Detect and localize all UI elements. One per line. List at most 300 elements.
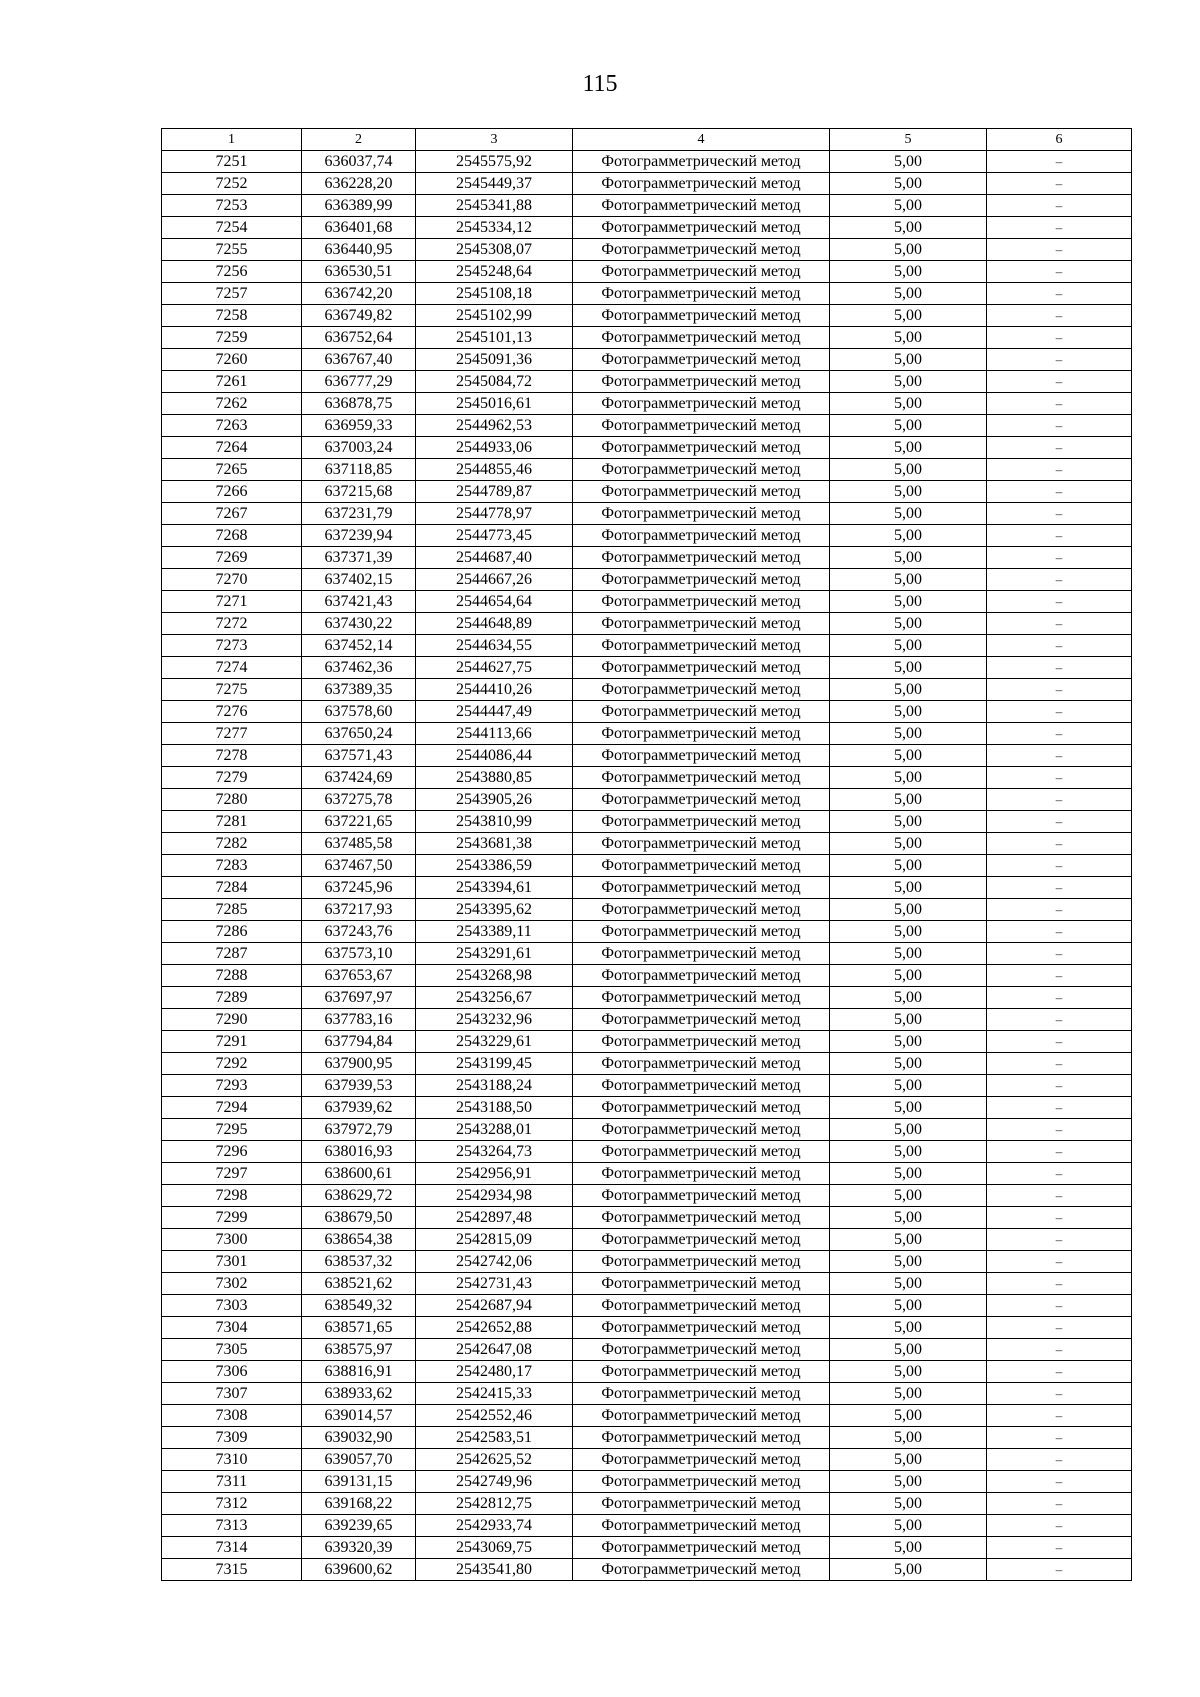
accuracy-cell: 5,00 bbox=[830, 1405, 987, 1427]
method-cell: Фотограмметрический метод bbox=[573, 261, 830, 283]
y-coordinate-cell: 2542415,33 bbox=[416, 1383, 573, 1405]
point-number-cell: 7297 bbox=[162, 1163, 302, 1185]
x-coordinate-cell: 637452,14 bbox=[302, 635, 416, 657]
point-number-cell: 7251 bbox=[162, 151, 302, 173]
method-cell: Фотограмметрический метод bbox=[573, 1427, 830, 1449]
point-number-cell: 7275 bbox=[162, 679, 302, 701]
accuracy-cell: 5,00 bbox=[830, 1361, 987, 1383]
x-coordinate-cell: 638016,93 bbox=[302, 1141, 416, 1163]
point-number-cell: 7306 bbox=[162, 1361, 302, 1383]
y-coordinate-cell: 2545101,13 bbox=[416, 327, 573, 349]
method-cell: Фотограмметрический метод bbox=[573, 1339, 830, 1361]
point-number-cell: 7278 bbox=[162, 745, 302, 767]
note-cell: – bbox=[987, 1185, 1132, 1207]
y-coordinate-cell: 2542652,88 bbox=[416, 1317, 573, 1339]
x-coordinate-cell: 637939,53 bbox=[302, 1075, 416, 1097]
accuracy-cell: 5,00 bbox=[830, 173, 987, 195]
column-header-1: 1 bbox=[162, 129, 302, 151]
x-coordinate-cell: 637221,65 bbox=[302, 811, 416, 833]
y-coordinate-cell: 2544634,55 bbox=[416, 635, 573, 657]
point-number-cell: 7263 bbox=[162, 415, 302, 437]
y-coordinate-cell: 2542812,75 bbox=[416, 1493, 573, 1515]
table-header bbox=[162, 129, 1132, 151]
x-coordinate-cell: 638549,32 bbox=[302, 1295, 416, 1317]
point-number-cell: 7271 bbox=[162, 591, 302, 613]
x-coordinate-cell: 636752,64 bbox=[302, 327, 416, 349]
point-number-cell: 7293 bbox=[162, 1075, 302, 1097]
note-cell: – bbox=[987, 415, 1132, 437]
method-cell: Фотограмметрический метод bbox=[573, 1119, 830, 1141]
column-header-2: 2 bbox=[302, 129, 416, 151]
note-cell: – bbox=[987, 723, 1132, 745]
accuracy-cell: 5,00 bbox=[830, 1339, 987, 1361]
note-cell: – bbox=[987, 1537, 1132, 1559]
table-row bbox=[162, 371, 1132, 393]
method-cell: Фотограмметрический метод bbox=[573, 1493, 830, 1515]
method-cell: Фотограмметрический метод bbox=[573, 1317, 830, 1339]
method-cell: Фотограмметрический метод bbox=[573, 1295, 830, 1317]
method-cell: Фотограмметрический метод bbox=[573, 855, 830, 877]
method-cell: Фотограмметрический метод bbox=[573, 1383, 830, 1405]
table-row bbox=[162, 547, 1132, 569]
method-cell: Фотограмметрический метод bbox=[573, 283, 830, 305]
y-coordinate-cell: 2543394,61 bbox=[416, 877, 573, 899]
table-header-row bbox=[162, 129, 1132, 151]
y-coordinate-cell: 2543232,96 bbox=[416, 1009, 573, 1031]
point-number-cell: 7281 bbox=[162, 811, 302, 833]
x-coordinate-cell: 637900,95 bbox=[302, 1053, 416, 1075]
accuracy-cell: 5,00 bbox=[830, 1471, 987, 1493]
method-cell: Фотограмметрический метод bbox=[573, 415, 830, 437]
table-row bbox=[162, 1427, 1132, 1449]
y-coordinate-cell: 2542647,08 bbox=[416, 1339, 573, 1361]
y-coordinate-cell: 2542731,43 bbox=[416, 1273, 573, 1295]
method-cell: Фотограмметрический метод bbox=[573, 503, 830, 525]
method-cell: Фотограмметрический метод bbox=[573, 1185, 830, 1207]
table-row bbox=[162, 943, 1132, 965]
x-coordinate-cell: 639131,15 bbox=[302, 1471, 416, 1493]
note-cell: – bbox=[987, 437, 1132, 459]
y-coordinate-cell: 2542742,06 bbox=[416, 1251, 573, 1273]
note-cell: – bbox=[987, 393, 1132, 415]
accuracy-cell: 5,00 bbox=[830, 877, 987, 899]
y-coordinate-cell: 2543188,50 bbox=[416, 1097, 573, 1119]
y-coordinate-cell: 2543199,45 bbox=[416, 1053, 573, 1075]
note-cell: – bbox=[987, 569, 1132, 591]
y-coordinate-cell: 2542552,46 bbox=[416, 1405, 573, 1427]
table-row bbox=[162, 437, 1132, 459]
table-row bbox=[162, 283, 1132, 305]
note-cell: – bbox=[987, 1383, 1132, 1405]
coordinates-table bbox=[161, 128, 1132, 1581]
note-cell: – bbox=[987, 195, 1132, 217]
note-cell: – bbox=[987, 1493, 1132, 1515]
x-coordinate-cell: 636749,82 bbox=[302, 305, 416, 327]
table-row bbox=[162, 1361, 1132, 1383]
point-number-cell: 7314 bbox=[162, 1537, 302, 1559]
table-row bbox=[162, 1141, 1132, 1163]
accuracy-cell: 5,00 bbox=[830, 547, 987, 569]
y-coordinate-cell: 2543395,62 bbox=[416, 899, 573, 921]
table-row bbox=[162, 1493, 1132, 1515]
accuracy-cell: 5,00 bbox=[830, 239, 987, 261]
x-coordinate-cell: 639057,70 bbox=[302, 1449, 416, 1471]
method-cell: Фотограмметрический метод bbox=[573, 1053, 830, 1075]
x-coordinate-cell: 637578,60 bbox=[302, 701, 416, 723]
table-row bbox=[162, 261, 1132, 283]
y-coordinate-cell: 2542687,94 bbox=[416, 1295, 573, 1317]
x-coordinate-cell: 639600,62 bbox=[302, 1559, 416, 1581]
x-coordinate-cell: 638575,97 bbox=[302, 1339, 416, 1361]
x-coordinate-cell: 637430,22 bbox=[302, 613, 416, 635]
accuracy-cell: 5,00 bbox=[830, 217, 987, 239]
x-coordinate-cell: 637424,69 bbox=[302, 767, 416, 789]
point-number-cell: 7285 bbox=[162, 899, 302, 921]
x-coordinate-cell: 636037,74 bbox=[302, 151, 416, 173]
method-cell: Фотограмметрический метод bbox=[573, 745, 830, 767]
note-cell: – bbox=[987, 305, 1132, 327]
x-coordinate-cell: 636401,68 bbox=[302, 217, 416, 239]
y-coordinate-cell: 2542625,52 bbox=[416, 1449, 573, 1471]
note-cell: – bbox=[987, 679, 1132, 701]
table-row bbox=[162, 1515, 1132, 1537]
method-cell: Фотограмметрический метод bbox=[573, 305, 830, 327]
method-cell: Фотограмметрический метод bbox=[573, 217, 830, 239]
point-number-cell: 7284 bbox=[162, 877, 302, 899]
x-coordinate-cell: 637371,39 bbox=[302, 547, 416, 569]
accuracy-cell: 5,00 bbox=[830, 1449, 987, 1471]
point-number-cell: 7290 bbox=[162, 1009, 302, 1031]
point-number-cell: 7259 bbox=[162, 327, 302, 349]
method-cell: Фотограмметрический метод bbox=[573, 1471, 830, 1493]
accuracy-cell: 5,00 bbox=[830, 657, 987, 679]
method-cell: Фотограмметрический метод bbox=[573, 701, 830, 723]
table-row bbox=[162, 1383, 1132, 1405]
point-number-cell: 7273 bbox=[162, 635, 302, 657]
accuracy-cell: 5,00 bbox=[830, 1141, 987, 1163]
method-cell: Фотограмметрический метод bbox=[573, 547, 830, 569]
note-cell: – bbox=[987, 591, 1132, 613]
table-row bbox=[162, 789, 1132, 811]
point-number-cell: 7289 bbox=[162, 987, 302, 1009]
method-cell: Фотограмметрический метод bbox=[573, 943, 830, 965]
point-number-cell: 7283 bbox=[162, 855, 302, 877]
table-row bbox=[162, 569, 1132, 591]
x-coordinate-cell: 639168,22 bbox=[302, 1493, 416, 1515]
point-number-cell: 7265 bbox=[162, 459, 302, 481]
point-number-cell: 7274 bbox=[162, 657, 302, 679]
point-number-cell: 7264 bbox=[162, 437, 302, 459]
accuracy-cell: 5,00 bbox=[830, 811, 987, 833]
method-cell: Фотограмметрический метод bbox=[573, 1251, 830, 1273]
table-row bbox=[162, 1449, 1132, 1471]
accuracy-cell: 5,00 bbox=[830, 1317, 987, 1339]
table-row bbox=[162, 767, 1132, 789]
accuracy-cell: 5,00 bbox=[830, 701, 987, 723]
table-row bbox=[162, 1251, 1132, 1273]
y-coordinate-cell: 2544648,89 bbox=[416, 613, 573, 635]
point-number-cell: 7277 bbox=[162, 723, 302, 745]
y-coordinate-cell: 2543386,59 bbox=[416, 855, 573, 877]
accuracy-cell: 5,00 bbox=[830, 723, 987, 745]
y-coordinate-cell: 2543069,75 bbox=[416, 1537, 573, 1559]
method-cell: Фотограмметрический метод bbox=[573, 1141, 830, 1163]
y-coordinate-cell: 2544627,75 bbox=[416, 657, 573, 679]
table-row bbox=[162, 1317, 1132, 1339]
y-coordinate-cell: 2543188,24 bbox=[416, 1075, 573, 1097]
note-cell: – bbox=[987, 1427, 1132, 1449]
page-number: 115 bbox=[582, 71, 618, 97]
x-coordinate-cell: 639239,65 bbox=[302, 1515, 416, 1537]
method-cell: Фотограмметрический метод bbox=[573, 899, 830, 921]
note-cell: – bbox=[987, 1251, 1132, 1273]
point-number-cell: 7266 bbox=[162, 481, 302, 503]
y-coordinate-cell: 2543256,67 bbox=[416, 987, 573, 1009]
note-cell: – bbox=[987, 1119, 1132, 1141]
point-number-cell: 7308 bbox=[162, 1405, 302, 1427]
column-header-5: 5 bbox=[830, 129, 987, 151]
x-coordinate-cell: 638521,62 bbox=[302, 1273, 416, 1295]
accuracy-cell: 5,00 bbox=[830, 415, 987, 437]
method-cell: Фотограмметрический метод bbox=[573, 195, 830, 217]
method-cell: Фотограмметрический метод bbox=[573, 1405, 830, 1427]
y-coordinate-cell: 2544086,44 bbox=[416, 745, 573, 767]
accuracy-cell: 5,00 bbox=[830, 1493, 987, 1515]
table-row bbox=[162, 459, 1132, 481]
note-cell: – bbox=[987, 217, 1132, 239]
note-cell: – bbox=[987, 1559, 1132, 1581]
table-row bbox=[162, 525, 1132, 547]
x-coordinate-cell: 637215,68 bbox=[302, 481, 416, 503]
point-number-cell: 7294 bbox=[162, 1097, 302, 1119]
method-cell: Фотограмметрический метод bbox=[573, 327, 830, 349]
note-cell: – bbox=[987, 1075, 1132, 1097]
table-row bbox=[162, 1295, 1132, 1317]
table-row bbox=[162, 1009, 1132, 1031]
y-coordinate-cell: 2544687,40 bbox=[416, 547, 573, 569]
accuracy-cell: 5,00 bbox=[830, 283, 987, 305]
table-row bbox=[162, 349, 1132, 371]
table-row bbox=[162, 657, 1132, 679]
x-coordinate-cell: 636959,33 bbox=[302, 415, 416, 437]
method-cell: Фотограмметрический метод bbox=[573, 1273, 830, 1295]
table-row bbox=[162, 151, 1132, 173]
accuracy-cell: 5,00 bbox=[830, 679, 987, 701]
table-row bbox=[162, 965, 1132, 987]
table-row bbox=[162, 921, 1132, 943]
y-coordinate-cell: 2545449,37 bbox=[416, 173, 573, 195]
note-cell: – bbox=[987, 943, 1132, 965]
note-cell: – bbox=[987, 899, 1132, 921]
note-cell: – bbox=[987, 1229, 1132, 1251]
method-cell: Фотограмметрический метод bbox=[573, 767, 830, 789]
y-coordinate-cell: 2543264,73 bbox=[416, 1141, 573, 1163]
x-coordinate-cell: 637421,43 bbox=[302, 591, 416, 613]
table-row bbox=[162, 503, 1132, 525]
method-cell: Фотограмметрический метод bbox=[573, 1559, 830, 1581]
table-row bbox=[162, 833, 1132, 855]
column-header-4: 4 bbox=[573, 129, 830, 151]
point-number-cell: 7305 bbox=[162, 1339, 302, 1361]
note-cell: – bbox=[987, 701, 1132, 723]
note-cell: – bbox=[987, 1339, 1132, 1361]
table-row bbox=[162, 591, 1132, 613]
method-cell: Фотограмметрический метод bbox=[573, 1449, 830, 1471]
table-row bbox=[162, 195, 1132, 217]
accuracy-cell: 5,00 bbox=[830, 1295, 987, 1317]
table-row bbox=[162, 173, 1132, 195]
accuracy-cell: 5,00 bbox=[830, 987, 987, 1009]
note-cell: – bbox=[987, 921, 1132, 943]
point-number-cell: 7309 bbox=[162, 1427, 302, 1449]
x-coordinate-cell: 637573,10 bbox=[302, 943, 416, 965]
point-number-cell: 7280 bbox=[162, 789, 302, 811]
y-coordinate-cell: 2544447,49 bbox=[416, 701, 573, 723]
note-cell: – bbox=[987, 1405, 1132, 1427]
point-number-cell: 7286 bbox=[162, 921, 302, 943]
method-cell: Фотограмметрический метод bbox=[573, 1515, 830, 1537]
method-cell: Фотограмметрический метод bbox=[573, 1229, 830, 1251]
y-coordinate-cell: 2545108,18 bbox=[416, 283, 573, 305]
table-row bbox=[162, 1559, 1132, 1581]
x-coordinate-cell: 639014,57 bbox=[302, 1405, 416, 1427]
accuracy-cell: 5,00 bbox=[830, 503, 987, 525]
accuracy-cell: 5,00 bbox=[830, 965, 987, 987]
note-cell: – bbox=[987, 1471, 1132, 1493]
point-number-cell: 7279 bbox=[162, 767, 302, 789]
method-cell: Фотограмметрический метод bbox=[573, 723, 830, 745]
point-number-cell: 7269 bbox=[162, 547, 302, 569]
point-number-cell: 7262 bbox=[162, 393, 302, 415]
y-coordinate-cell: 2542749,96 bbox=[416, 1471, 573, 1493]
point-number-cell: 7267 bbox=[162, 503, 302, 525]
x-coordinate-cell: 637118,85 bbox=[302, 459, 416, 481]
point-number-cell: 7261 bbox=[162, 371, 302, 393]
table-row bbox=[162, 987, 1132, 1009]
table-row bbox=[162, 1207, 1132, 1229]
x-coordinate-cell: 637939,62 bbox=[302, 1097, 416, 1119]
note-cell: – bbox=[987, 965, 1132, 987]
table-row bbox=[162, 899, 1132, 921]
x-coordinate-cell: 637217,93 bbox=[302, 899, 416, 921]
accuracy-cell: 5,00 bbox=[830, 437, 987, 459]
accuracy-cell: 5,00 bbox=[830, 1537, 987, 1559]
note-cell: – bbox=[987, 459, 1132, 481]
table-row bbox=[162, 305, 1132, 327]
accuracy-cell: 5,00 bbox=[830, 195, 987, 217]
x-coordinate-cell: 636440,95 bbox=[302, 239, 416, 261]
y-coordinate-cell: 2544410,26 bbox=[416, 679, 573, 701]
accuracy-cell: 5,00 bbox=[830, 1009, 987, 1031]
method-cell: Фотограмметрический метод bbox=[573, 591, 830, 613]
accuracy-cell: 5,00 bbox=[830, 635, 987, 657]
accuracy-cell: 5,00 bbox=[830, 525, 987, 547]
note-cell: – bbox=[987, 613, 1132, 635]
accuracy-cell: 5,00 bbox=[830, 921, 987, 943]
point-number-cell: 7292 bbox=[162, 1053, 302, 1075]
accuracy-cell: 5,00 bbox=[830, 1251, 987, 1273]
table-row bbox=[162, 1229, 1132, 1251]
accuracy-cell: 5,00 bbox=[830, 1053, 987, 1075]
note-cell: – bbox=[987, 503, 1132, 525]
y-coordinate-cell: 2545334,12 bbox=[416, 217, 573, 239]
x-coordinate-cell: 637389,35 bbox=[302, 679, 416, 701]
x-coordinate-cell: 637972,79 bbox=[302, 1119, 416, 1141]
point-number-cell: 7300 bbox=[162, 1229, 302, 1251]
point-number-cell: 7287 bbox=[162, 943, 302, 965]
y-coordinate-cell: 2544778,97 bbox=[416, 503, 573, 525]
x-coordinate-cell: 638600,61 bbox=[302, 1163, 416, 1185]
x-coordinate-cell: 636767,40 bbox=[302, 349, 416, 371]
x-coordinate-cell: 637462,36 bbox=[302, 657, 416, 679]
method-cell: Фотограмметрический метод bbox=[573, 525, 830, 547]
accuracy-cell: 5,00 bbox=[830, 899, 987, 921]
table-row bbox=[162, 1097, 1132, 1119]
note-cell: – bbox=[987, 261, 1132, 283]
accuracy-cell: 5,00 bbox=[830, 833, 987, 855]
y-coordinate-cell: 2543229,61 bbox=[416, 1031, 573, 1053]
accuracy-cell: 5,00 bbox=[830, 613, 987, 635]
method-cell: Фотограмметрический метод bbox=[573, 173, 830, 195]
y-coordinate-cell: 2542956,91 bbox=[416, 1163, 573, 1185]
note-cell: – bbox=[987, 1163, 1132, 1185]
table-row bbox=[162, 217, 1132, 239]
x-coordinate-cell: 636228,20 bbox=[302, 173, 416, 195]
note-cell: – bbox=[987, 1515, 1132, 1537]
x-coordinate-cell: 638629,72 bbox=[302, 1185, 416, 1207]
accuracy-cell: 5,00 bbox=[830, 305, 987, 327]
accuracy-cell: 5,00 bbox=[830, 1427, 987, 1449]
x-coordinate-cell: 638537,32 bbox=[302, 1251, 416, 1273]
point-number-cell: 7303 bbox=[162, 1295, 302, 1317]
method-cell: Фотограмметрический метод bbox=[573, 1097, 830, 1119]
y-coordinate-cell: 2543288,01 bbox=[416, 1119, 573, 1141]
x-coordinate-cell: 637245,96 bbox=[302, 877, 416, 899]
y-coordinate-cell: 2543880,85 bbox=[416, 767, 573, 789]
point-number-cell: 7254 bbox=[162, 217, 302, 239]
point-number-cell: 7256 bbox=[162, 261, 302, 283]
point-number-cell: 7313 bbox=[162, 1515, 302, 1537]
method-cell: Фотограмметрический метод bbox=[573, 349, 830, 371]
x-coordinate-cell: 636777,29 bbox=[302, 371, 416, 393]
x-coordinate-cell: 637571,43 bbox=[302, 745, 416, 767]
y-coordinate-cell: 2542583,51 bbox=[416, 1427, 573, 1449]
accuracy-cell: 5,00 bbox=[830, 261, 987, 283]
x-coordinate-cell: 637653,67 bbox=[302, 965, 416, 987]
accuracy-cell: 5,00 bbox=[830, 745, 987, 767]
point-number-cell: 7315 bbox=[162, 1559, 302, 1581]
note-cell: – bbox=[987, 239, 1132, 261]
y-coordinate-cell: 2542897,48 bbox=[416, 1207, 573, 1229]
accuracy-cell: 5,00 bbox=[830, 1559, 987, 1581]
table-row bbox=[162, 613, 1132, 635]
accuracy-cell: 5,00 bbox=[830, 855, 987, 877]
y-coordinate-cell: 2543541,80 bbox=[416, 1559, 573, 1581]
method-cell: Фотограмметрический метод bbox=[573, 877, 830, 899]
note-cell: – bbox=[987, 1317, 1132, 1339]
accuracy-cell: 5,00 bbox=[830, 1185, 987, 1207]
accuracy-cell: 5,00 bbox=[830, 569, 987, 591]
x-coordinate-cell: 638816,91 bbox=[302, 1361, 416, 1383]
table-row bbox=[162, 415, 1132, 437]
x-coordinate-cell: 639032,90 bbox=[302, 1427, 416, 1449]
x-coordinate-cell: 637231,79 bbox=[302, 503, 416, 525]
table-row bbox=[162, 723, 1132, 745]
method-cell: Фотограмметрический метод bbox=[573, 1075, 830, 1097]
method-cell: Фотограмметрический метод bbox=[573, 789, 830, 811]
accuracy-cell: 5,00 bbox=[830, 767, 987, 789]
note-cell: – bbox=[987, 789, 1132, 811]
